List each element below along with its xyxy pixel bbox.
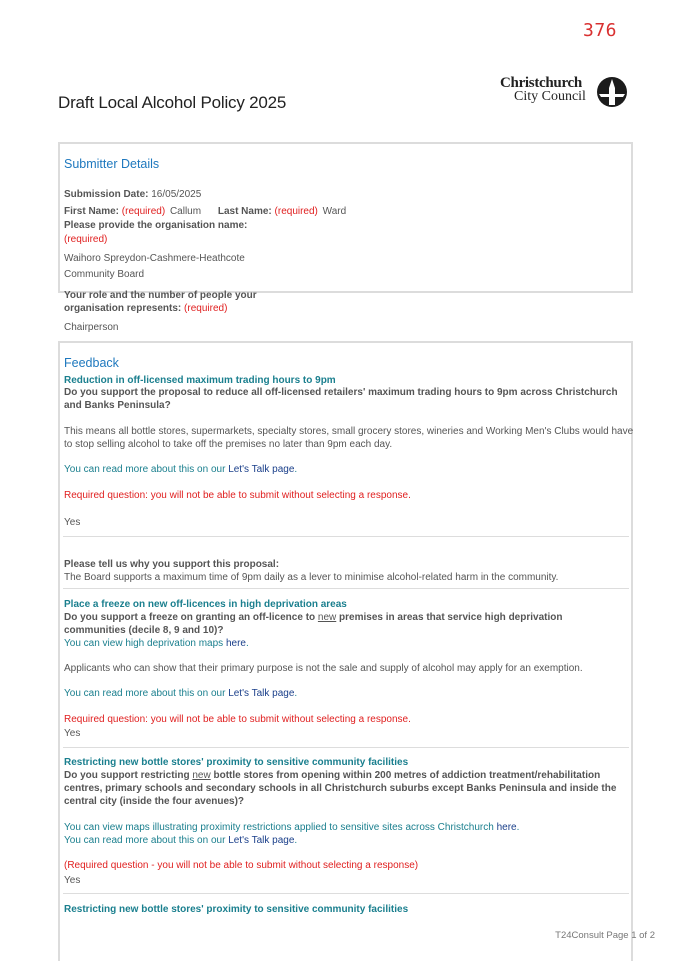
divider xyxy=(63,588,629,589)
q3-required-note: (Required question - you will not be able to submit without selecting a response) xyxy=(64,860,419,871)
submission-date-value: 16/05/2025 xyxy=(151,189,202,200)
role-label-line2: organisation represents: xyxy=(64,303,182,314)
org-name-label: Please provide the organisation name: xyxy=(64,220,248,231)
q2-info: Applicants who can show that their primary purpose is not the sale and supply of alcohol may apply for an exemption. xyxy=(64,663,583,674)
q3-answer: Yes xyxy=(64,875,81,886)
divider xyxy=(63,536,629,537)
submission-date-row xyxy=(64,188,201,201)
q3-maps-link[interactable]: here xyxy=(496,822,517,833)
org-name-line1: Waihoro Spreydon-Cashmere-Heathcote xyxy=(64,253,245,264)
cathedral-logo-icon xyxy=(596,76,628,108)
q1-question-line2: and Banks Peninsula? xyxy=(64,400,171,411)
last-name-required: (required) xyxy=(274,206,318,217)
page-number: 376 xyxy=(582,20,617,41)
role-value: Chairperson xyxy=(64,322,119,333)
q3-question-part-b: bottle stores from opening within 200 metres of addiction treatment/rehabilitation xyxy=(210,770,601,781)
footer-source: T24Consult xyxy=(555,930,604,941)
org-name-line2: Community Board xyxy=(64,269,145,280)
q3-question-part-a: Do you support restricting xyxy=(64,770,193,781)
q3-maps xyxy=(64,821,519,834)
q1-followup-label: Please tell us why you support this proposal: xyxy=(64,559,280,570)
q2-maps xyxy=(64,637,249,650)
q1-question-line1: Do you support the proposal to reduce all off-licensed retailers' maximum trading hours to 9pm across Christchurch xyxy=(64,387,618,398)
q3-maps-suffix: . xyxy=(516,822,520,833)
q1-read-more-text: You can read more about this on our xyxy=(64,464,229,475)
logo-line2: City Council xyxy=(514,89,586,104)
q2-read-more xyxy=(64,687,297,700)
q1-followup-answer: The Board supports a maximum time of 9pm daily as a lever to minimise alcohol-related harm in the community. xyxy=(64,572,559,583)
q2-title: Place a freeze on new off-licences in high deprivation areas xyxy=(64,599,347,610)
submission-date-label: Submission Date: xyxy=(64,189,149,200)
q2-read-more-suffix: . xyxy=(294,688,298,699)
q1-read-more xyxy=(64,463,297,476)
q1-answer: Yes xyxy=(64,517,81,528)
q3-question-line3: central city (inside the four avenues)? xyxy=(64,796,245,807)
q2-read-more-text: You can read more about this on our xyxy=(64,688,229,699)
first-name-required: (required) xyxy=(121,206,166,217)
q2-lets-talk-link[interactable]: Let's Talk page xyxy=(228,688,295,699)
document-title: Draft Local Alcohol Policy 2025 xyxy=(58,93,287,112)
q2-question-underline: new xyxy=(317,612,337,623)
council-logo xyxy=(500,76,630,110)
q1-title: Reduction in off-licensed maximum trading hours to 9pm xyxy=(64,375,336,386)
first-name-label: First Name: xyxy=(64,206,120,217)
q2-maps-suffix: . xyxy=(245,638,249,649)
q3-title: Restricting new bottle stores' proximity to sensitive community facilities xyxy=(64,757,409,768)
q2-question-part-b: premises in areas that service high deprivation xyxy=(336,612,563,623)
feedback-heading: Feedback xyxy=(64,356,119,370)
q2-answer: Yes xyxy=(64,728,81,739)
logo-line1: Christchurch xyxy=(500,75,582,91)
q3-lets-talk-link[interactable]: Let's Talk page xyxy=(228,835,295,846)
role-label-line2-row xyxy=(64,302,227,315)
page-footer xyxy=(555,930,655,941)
last-name-label: Last Name: xyxy=(217,206,272,217)
org-name-required: (required) xyxy=(64,234,108,245)
submitter-heading: Submitter Details xyxy=(64,157,160,171)
q2-maps-link[interactable]: here xyxy=(225,638,246,649)
q2-question-line1 xyxy=(64,611,562,624)
q1-required-note: Required question: you will not be able to submit without selecting a response. xyxy=(64,490,411,501)
q1-info-line2: to stop selling alcohol to take off the premises no later than 9pm each day. xyxy=(64,439,393,450)
q2-question-line2: communities (decile 8, 9 and 10)? xyxy=(64,625,224,636)
name-row xyxy=(64,205,346,218)
q2-maps-text: You can view high deprivation maps xyxy=(64,638,226,649)
q3-read-more-text: You can read more about this on our xyxy=(64,835,229,846)
q3-read-more-suffix: . xyxy=(294,835,298,846)
divider xyxy=(63,893,629,894)
q3-question-line2: centres, primary schools and secondary schools in all Christchurch suburbs except Banks Peninsula and inside the xyxy=(64,783,617,794)
q1-lets-talk-link[interactable]: Let's Talk page xyxy=(228,464,295,475)
q4-title: Restricting new bottle stores' proximity to sensitive community facilities xyxy=(64,904,409,915)
q2-required-note: Required question: you will not be able to submit without selecting a response. xyxy=(64,714,411,725)
divider xyxy=(63,747,629,748)
q3-read-more xyxy=(64,834,297,847)
first-name-value: Callum xyxy=(169,206,202,217)
q2-question-part-a: Do you support a freeze on granting an off-licence to xyxy=(64,612,318,623)
role-label-line1: Your role and the number of people your xyxy=(64,290,257,301)
q3-maps-text: You can view maps illustrating proximity restrictions applied to sensitive sites across Christchurch xyxy=(64,822,497,833)
last-name-value: Ward xyxy=(322,206,347,217)
footer-page: Page 1 of 2 xyxy=(606,930,655,941)
role-required: (required) xyxy=(184,303,228,314)
q1-info-line1: This means all bottle stores, supermarkets, specialty stores, small grocery stores, wineries and Working Men's Clubs would have xyxy=(64,426,634,437)
q3-question-underline: new xyxy=(192,770,211,781)
q3-question-line1 xyxy=(64,769,600,782)
q1-read-more-suffix: . xyxy=(294,464,298,475)
